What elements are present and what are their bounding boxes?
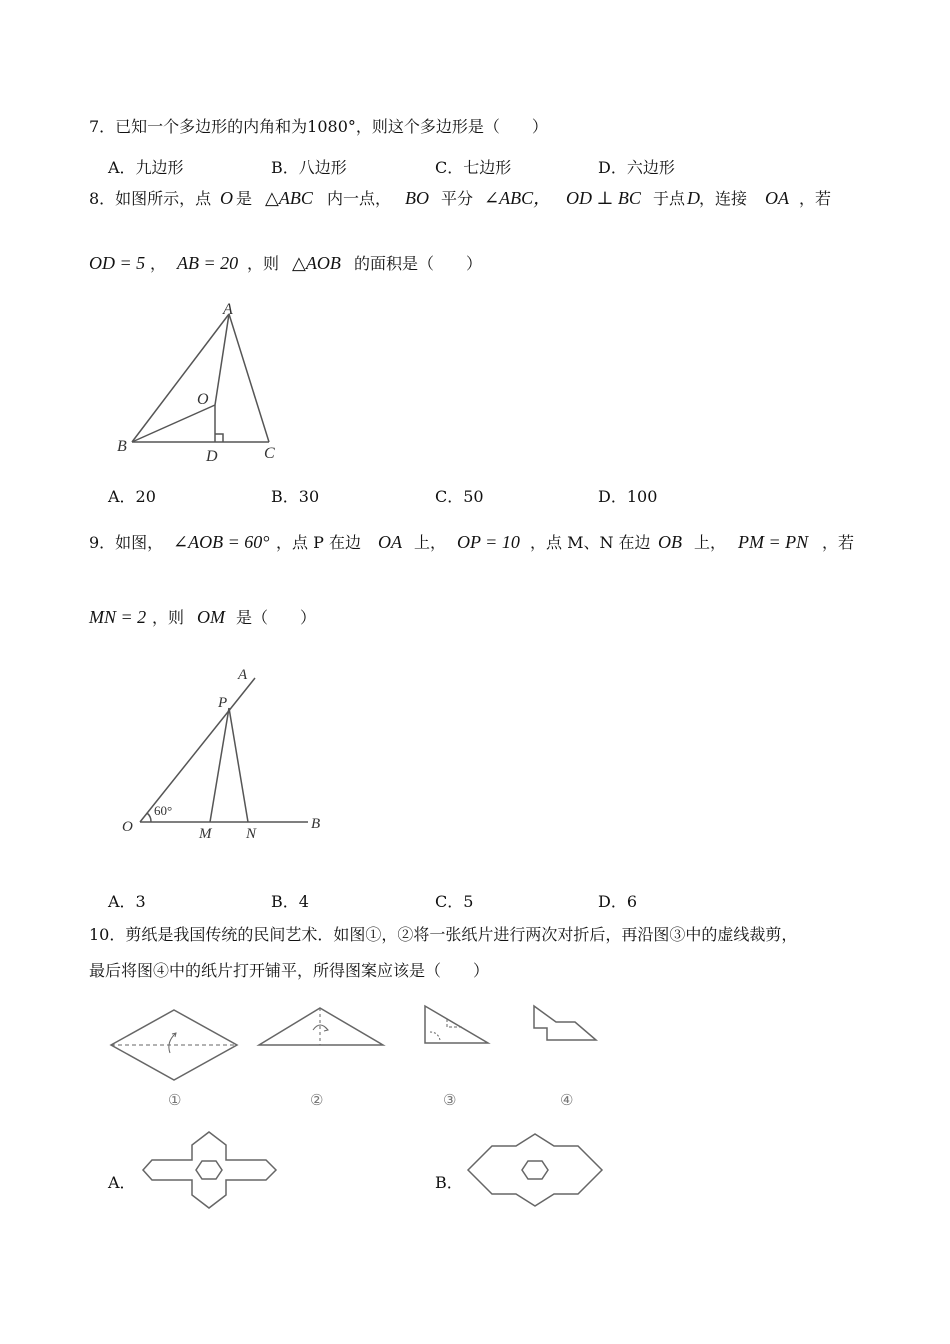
q9-label-b: B	[311, 816, 321, 832]
q9-om: OM	[197, 607, 225, 627]
q9-oa: OA	[378, 532, 402, 552]
q10-figure-1-label: ①	[168, 1091, 182, 1109]
q9-number-text: 9．如图，	[89, 533, 164, 552]
q10-stem-line1: 10．剪纸是我国传统的民间艺术．如图①，②将一张纸片进行两次对折后，再沿图③中的虚线裁剪，	[89, 925, 798, 944]
q8-is: 是	[236, 189, 253, 208]
q9-option-c[interactable]: C．5	[435, 892, 474, 911]
q10-figure-3-cut-triangle	[420, 1000, 495, 1050]
q8-label-c: C	[264, 445, 275, 462]
q9-on-2: 上，	[694, 533, 727, 552]
q10-figure-3-label: ③	[443, 1091, 457, 1109]
q8-label-d: D	[206, 448, 218, 465]
q9-angle-figure	[115, 660, 330, 845]
q8-od-equals: OD = 5	[89, 253, 146, 273]
q8-triangle-abc: △ABC	[265, 188, 313, 208]
q9-label-p: P	[218, 695, 228, 711]
q9-ob: OB	[658, 532, 682, 552]
q10-figure-2-triangle	[255, 1003, 390, 1048]
q8-option-a[interactable]: A．20	[108, 487, 156, 506]
q8-oa: OA	[765, 188, 789, 208]
q8-point-o: O	[220, 188, 233, 208]
q8-option-b[interactable]: B．30	[271, 487, 320, 506]
q8-od-perp-bc: OD ⊥ BC	[566, 188, 641, 208]
q8-at-point: 于点	[653, 189, 686, 208]
q8-inner-point: 内一点，	[327, 189, 392, 208]
q9-label-n: N	[246, 826, 257, 842]
q9-option-a[interactable]: A．3	[108, 892, 146, 911]
q9-op-equals: OP = 10	[457, 532, 520, 552]
q8-then: ，则	[247, 254, 280, 273]
q9-option-b[interactable]: B．4	[271, 892, 309, 911]
q9-mn-equals: MN = 2	[89, 607, 147, 627]
q8-connect: ，连接	[699, 189, 748, 208]
q9-mn-on-edge: ，点 M、N 在边	[530, 533, 651, 552]
q10-option-a-pattern[interactable]	[138, 1125, 283, 1217]
q9-on-1: 上，	[414, 533, 447, 552]
q8-label-b: B	[117, 438, 127, 455]
q9-label-a: A	[238, 667, 248, 683]
q9-p-on-edge: ，点 P 在边	[276, 533, 361, 552]
q8-option-d[interactable]: D．100	[598, 487, 658, 506]
q8-bo: BO	[405, 188, 429, 208]
q7-option-c[interactable]: C．七边形	[435, 158, 512, 177]
q10-figure-4-cut-piece	[528, 1000, 603, 1045]
q9-pm-equals-pn: PM = PN	[738, 532, 809, 552]
q10-stem-line2: 最后将图④中的纸片打开铺平，所得图案应该是（ ）	[89, 961, 490, 980]
q8-label-a: A	[223, 301, 233, 318]
q9-then: ，则	[152, 608, 185, 627]
q10-figure-4-label: ④	[560, 1091, 574, 1109]
q9-option-d[interactable]: D．6	[598, 892, 638, 911]
q9-label-o: O	[122, 819, 133, 835]
q8-ab-equals: AB = 20	[177, 253, 239, 273]
q9-label-m: M	[199, 826, 212, 842]
q10-figure-1-rhombus	[105, 1000, 245, 1090]
q8-option-c[interactable]: C．50	[435, 487, 484, 506]
q9-if: ，若	[822, 533, 855, 552]
q8-triangle-figure	[110, 295, 310, 470]
q9-label-angle: 60°	[154, 803, 173, 818]
q8-comma: ，	[150, 254, 167, 273]
q8-label-o: O	[197, 391, 209, 408]
q7-stem: 7．已知一个多边形的内角和为1080°，则这个多边形是（ ）	[89, 117, 548, 136]
q8-question-tail: 的面积是（ ）	[354, 254, 483, 273]
q10-option-a-label[interactable]: A．	[108, 1173, 136, 1192]
q7-option-d[interactable]: D．六边形	[598, 158, 675, 177]
q8-number-text: 8．如图所示，点	[89, 189, 212, 208]
q8-if: ，若	[799, 189, 832, 208]
q8-triangle-aob: △AOB	[292, 253, 341, 273]
q8-point-d: D	[687, 188, 700, 208]
q7-option-b[interactable]: B．八边形	[271, 158, 347, 177]
q7-option-a[interactable]: A．九边形	[108, 158, 184, 177]
q10-option-b-label[interactable]: B．	[435, 1173, 463, 1192]
q10-option-b-pattern[interactable]	[462, 1125, 607, 1217]
q8-angle-abc: ∠ABC，	[484, 188, 552, 208]
q9-angle-aob: ∠AOB = 60°	[173, 532, 270, 552]
q10-figure-2-label: ②	[310, 1091, 324, 1109]
q9-question-tail: 是（ ）	[236, 608, 317, 627]
q8-bisect: 平分	[441, 189, 474, 208]
